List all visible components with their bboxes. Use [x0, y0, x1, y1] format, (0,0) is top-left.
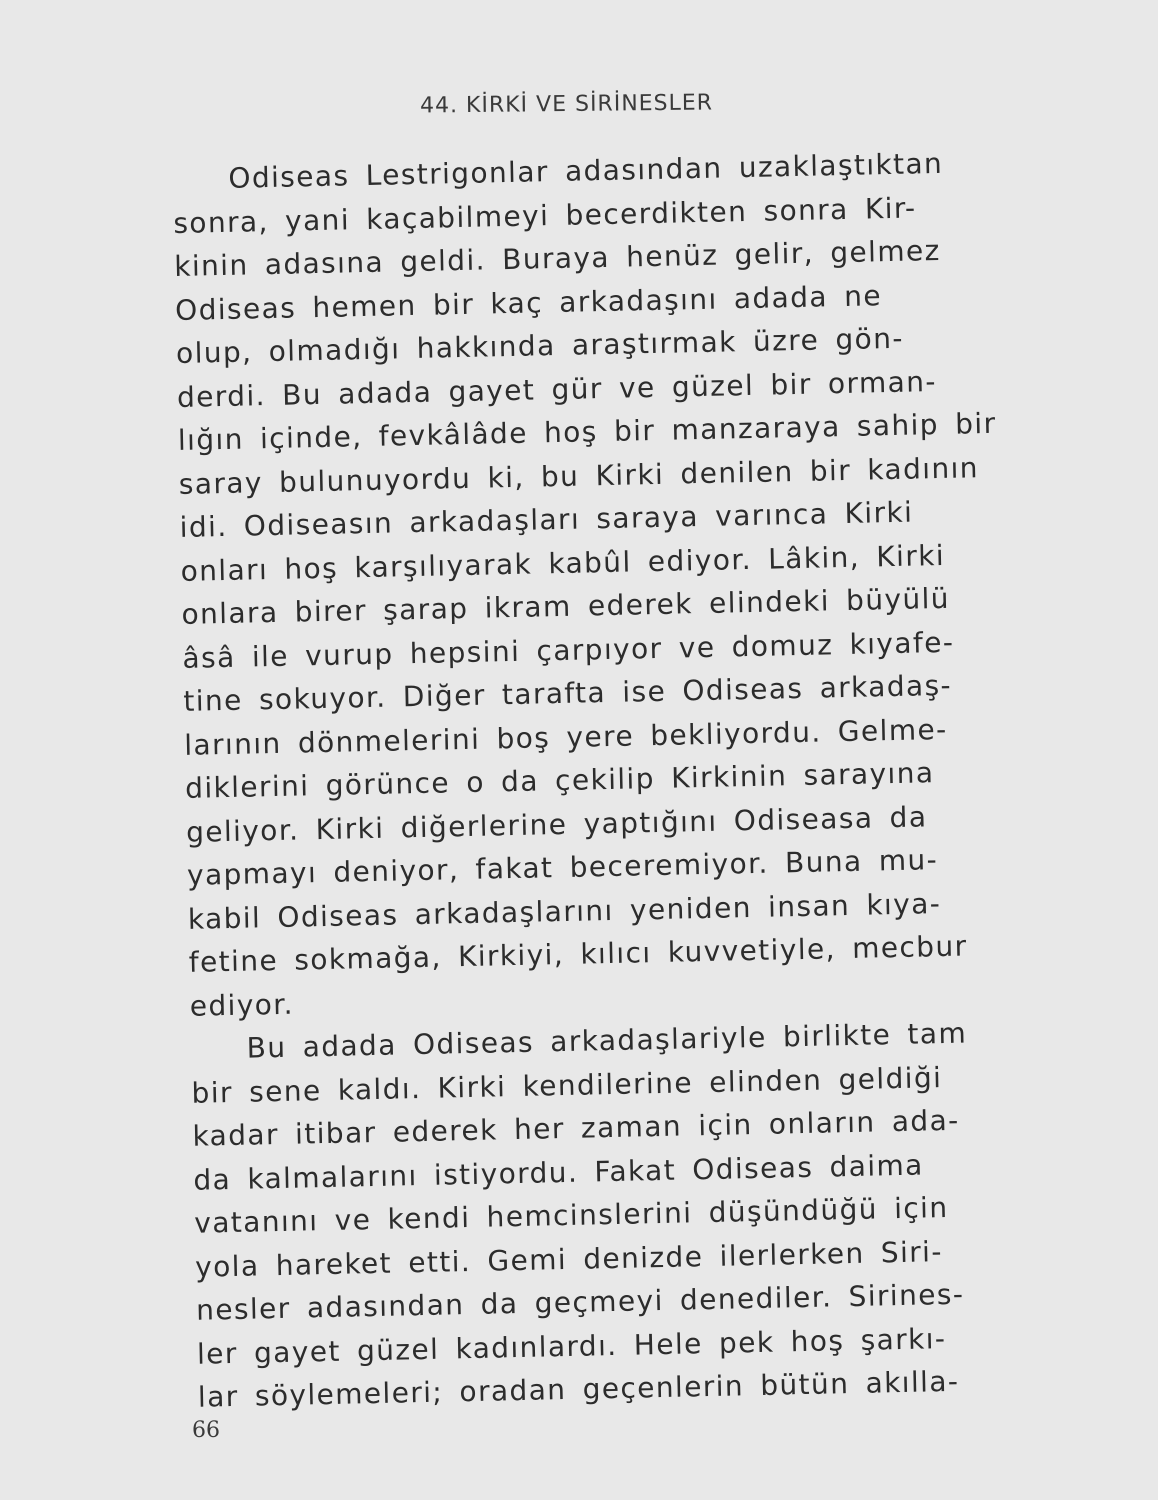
text-line: sonra, yani kaçabilmeyi becerdikten sonra Kir-: [173, 190, 917, 240]
text-line: Bu adada Odiseas arkadaşlariyle birlikte tam: [246, 1016, 968, 1065]
paragraph-1: [172, 140, 1070, 1028]
text-line: kabil Odiseas arkadaşlarını yeniden insan kıya-: [187, 886, 942, 936]
text-line: lar söylemeleri; oradan geçenlerin bütün akılla-: [197, 1364, 960, 1414]
paragraph-2: [190, 1009, 1078, 1419]
text-line: ediyor.: [189, 987, 295, 1023]
text-line: derdi. Bu adada gayet gür ve güzel bir orman-: [176, 364, 938, 414]
text-line: yapmayı deniyor, fakat beceremiyor. Buna mu-: [186, 843, 939, 892]
page-number: 66: [192, 1418, 220, 1443]
text-line: âsâ ile vurup hepsini çarpıyor ve domuz kıyafe-: [182, 625, 955, 675]
body-text: [172, 140, 1078, 1420]
text-line: saray bulunuyordu ki, bu Kirki denilen bir kadının: [178, 450, 980, 501]
text-line: fetine sokmağa, Kirkiyi, kılıcı kuvvetiyle, mecbur: [188, 929, 968, 979]
text-line: olup, olmadığı hakkında araştırmak üzre gön-: [175, 321, 905, 370]
text-line: kinin adasına geldi. Buraya henüz gelir, gelmez: [173, 233, 941, 283]
text-line: larının dönmelerini boş yere bekliyordu. Gelme-: [183, 712, 948, 762]
text-line: onları hoş karşılıyarak kabûl ediyor. Lâkin, Kirki: [180, 538, 946, 588]
text-line: tine sokuyor. Diğer tarafta ise Odiseas arkadaş-: [183, 668, 953, 718]
text-line: kadar itibar ederek her zaman için onların ada-: [192, 1103, 960, 1153]
text-line: ler gayet güzel kadınlardı. Hele pek hoş şarkı-: [196, 1321, 947, 1371]
text-line: diklerini görünce o da çekilip Kirkinin sarayına: [184, 756, 935, 805]
text-line: bir sene kaldı. Kirki kendilerine elinden geldiği: [191, 1060, 943, 1110]
text-line: geliyor. Kirki diğerlerine yaptığını Odiseasa da: [185, 799, 928, 849]
text-line: nesler adasından da geçmeyi denediler. Sirines-: [195, 1277, 965, 1327]
text-line: Odiseas hemen bir kaç arkadaşını adada ne: [174, 278, 883, 327]
text-line: onlara birer şarap ikram ederek elindeki büyülü: [181, 581, 951, 631]
chapter-heading: 44. KİRKİ VE SİRİNESLER: [419, 90, 714, 119]
text-line: lığın içinde, fevkâlâde hoş bir manzaraya sahip bir: [177, 406, 997, 457]
text-line: idi. Odiseasın arkadaşları saraya varınca Kirki: [179, 495, 914, 544]
text-line: yola hareket etti. Gemi denizde ilerlerken Siri-: [194, 1234, 944, 1284]
text-line: da kalmalarını istiyordu. Fakat Odiseas daima: [193, 1147, 924, 1197]
text-line: vatanını ve kendi hemcinslerini düşündüğü için: [193, 1190, 949, 1240]
text-line: Odiseas Lestrigonlar adasından uzaklaştıktan: [228, 146, 944, 195]
